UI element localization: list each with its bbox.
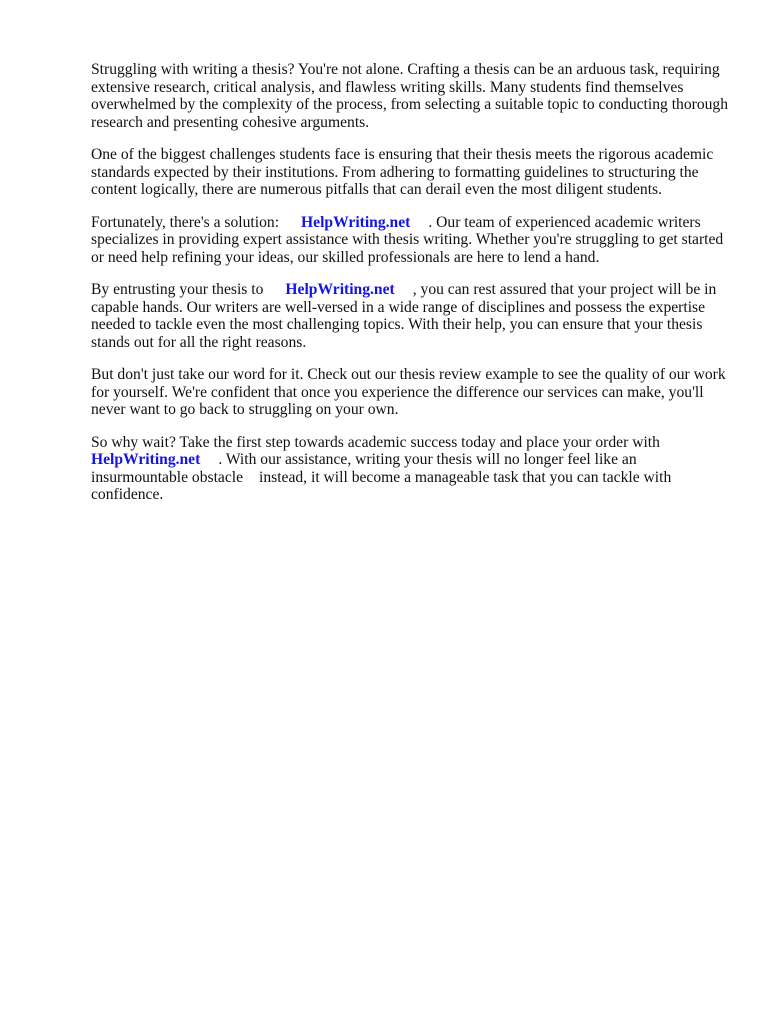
- document-body: [91, 61, 731, 519]
- entrusting-lead-text: By entrusting your thesis to: [91, 281, 264, 298]
- closing-lead-text: So why wait? Take the first step towards academic success today and place your order with: [91, 433, 660, 451]
- closing-trailing-text: . With our assistance, writing your thesis will no longer feel like an insurmountable obstacle: [91, 451, 637, 486]
- paragraph-solution: [91, 214, 731, 267]
- paragraph-challenges: One of the biggest challenges students face is ensuring that their thesis meets the rigorous academic standards expected by their institutions. From adhering to formatting guidelines to structuring the content logically, there are numerous pitfalls that can derail even the most diligent students.: [91, 146, 714, 198]
- paragraph-intro: Struggling with writing a thesis? You're not alone. Crafting a thesis can be an arduous task, requiring extensive research, critical analysis, and flawless writing skills. Many students find themselves overwhelmed by the complexity of the process, from selecting a suitable topic to conducting thorough research and presenting cohesive arguments.: [91, 61, 729, 131]
- paragraph-closing: [91, 434, 731, 504]
- entrusting-trailing-text: , you can rest assured that your project will be in capable hands. Our writers are well-versed in a wide range of disciplines and possess the expertise needed to tackle even the most challenging topics. With their help, you can ensure that your thesis stands out for all the right reasons.: [91, 281, 717, 351]
- helpwriting-link[interactable]: HelpWriting.net: [91, 451, 201, 468]
- paragraph-entrusting: [91, 281, 731, 351]
- closing-final-text: instead, it will become a manageable task that you can tackle with confidence.: [91, 468, 672, 503]
- helpwriting-link[interactable]: HelpWriting.net: [301, 213, 411, 231]
- paragraph-review: But don't just take our word for it. Check out our thesis review example to see the quality of our work for yourself. We're confident that once you experience the difference our services can make, you'll never want to go back to struggling on your own.: [91, 366, 726, 418]
- helpwriting-link[interactable]: HelpWriting.net: [285, 281, 395, 298]
- solution-trailing-text: . Our team of experienced academic writers specializes in providing expert assistance with thesis writing. Whether you're struggling to get started or need help refining your ideas, our skilled professionals are here to lend a hand.: [91, 213, 724, 266]
- solution-lead-text: Fortunately, there's a solution:: [91, 213, 280, 231]
